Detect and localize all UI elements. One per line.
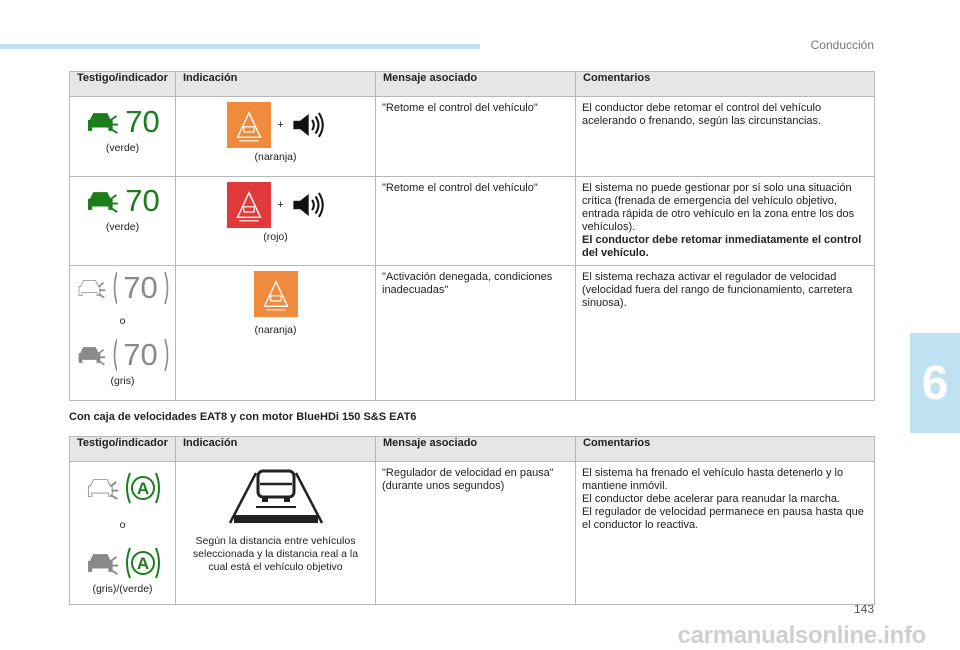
speed-value: 70 <box>125 104 160 139</box>
speed-value: 70 <box>125 183 160 218</box>
speed-bracket-right-icon <box>164 271 169 305</box>
message-cell: "Activación denegada, condiciones inadecuadas" <box>376 266 576 401</box>
speed-value: 70 <box>123 270 158 305</box>
message-cell: "Retome el control del vehículo" <box>376 177 576 266</box>
section-title: Conducción <box>810 38 874 52</box>
cruise-car-outline-icon <box>76 274 106 302</box>
plus-sign: + <box>277 118 284 131</box>
speed-value: 70 <box>123 337 158 372</box>
indicator-caption: (verde) <box>105 221 140 233</box>
col-header: Mensaje asociado <box>376 437 576 462</box>
comment-cell <box>576 177 875 266</box>
indicator-caption: (gris) <box>110 375 135 387</box>
chapter-tab: 6 <box>910 333 960 433</box>
table-row <box>70 177 875 266</box>
warning-table <box>69 71 875 401</box>
cruise-car-icon <box>85 187 119 215</box>
comment-cell: El sistema rechaza activar el regulador de velocidad (velocidad fuera del rango de funcionamiento, carretera sinuosa). <box>576 266 875 401</box>
watermark: carmanualsonline.info <box>677 622 926 649</box>
speaker-icon <box>290 191 324 219</box>
speed-bracket-left-icon <box>112 271 117 305</box>
auto-a-letter: A <box>136 554 149 573</box>
orange-warning-icon <box>227 102 271 148</box>
col-header: Comentarios <box>576 72 875 97</box>
red-warning-icon <box>227 182 271 228</box>
indicator-cell <box>70 266 176 401</box>
indicator-caption: (verde) <box>105 142 140 154</box>
indication-cell <box>176 177 376 266</box>
col-header: Mensaje asociado <box>376 72 576 97</box>
speaker-icon <box>290 111 324 139</box>
table-header-row <box>70 72 875 97</box>
cruise-car-outline-icon <box>85 474 119 502</box>
auto-a-icon <box>125 546 161 580</box>
page-number: 143 <box>853 602 874 616</box>
indication-cell <box>176 266 376 401</box>
message-cell: "Retome el control del vehículo" <box>376 97 576 177</box>
or-label: o <box>119 519 126 531</box>
table-header-row <box>70 437 875 462</box>
table-row <box>70 462 875 605</box>
col-header: Testigo/indicador <box>70 72 176 97</box>
speed-bracket-left-icon <box>112 338 117 372</box>
orange-warning-icon <box>254 271 298 317</box>
table-row <box>70 266 875 401</box>
speed-bracket-right-icon <box>164 338 169 372</box>
comment-line: El conductor debe acelerar para reanudar la marcha. <box>582 493 841 505</box>
col-header: Testigo/indicador <box>70 437 176 462</box>
auto-a-icon <box>125 471 161 505</box>
top-accent-bar <box>0 44 480 49</box>
indication-caption: (rojo) <box>263 231 288 243</box>
comment-line: El sistema ha frenado el vehículo hasta detenerlo y lo mantiene inmóvil. <box>582 467 844 492</box>
auto-a-letter: A <box>136 479 149 498</box>
vehicle-distance-icon <box>226 467 326 525</box>
cruise-car-grey-icon <box>85 549 119 577</box>
or-label: o <box>119 315 126 327</box>
cruise-car-grey-icon <box>76 341 106 369</box>
comment-bold: El conductor debe retomar inmediatamente el control del vehículo. <box>582 234 862 259</box>
indicator-cell <box>70 97 176 177</box>
cruise-car-icon <box>85 108 119 136</box>
comment-text: El sistema no puede gestionar por sí solo una situación crítica (frenada de emergencia del vehículo objetivo, entrada rápida de otro vehículo en la zona entre los dos vehículos). <box>582 182 855 233</box>
comment-cell: El conductor debe retomar el control del vehículo acelerando o frenando, según las circunstancias. <box>576 97 875 177</box>
indicator-caption: (gris)/(verde) <box>92 583 153 595</box>
message-cell: "Regulador de velocidad en pausa" (durante unos segundos) <box>376 462 576 605</box>
comment-cell <box>576 462 875 605</box>
indication-text: Según la distancia entre vehículos seleccionada y la distancia real a la cual está el vehículo objetivo <box>192 535 359 573</box>
col-header: Comentarios <box>576 437 875 462</box>
indicator-cell <box>70 462 176 605</box>
indication-cell <box>176 462 376 605</box>
indication-caption: (naranja) <box>254 324 297 336</box>
indicator-cell <box>70 177 176 266</box>
indication-cell <box>176 97 376 177</box>
table-row <box>70 97 875 177</box>
section-label: Con caja de velocidades EAT8 y con motor BlueHDi 150 S&S EAT6 <box>69 411 417 423</box>
comment-line: El regulador de velocidad permanece en pausa hasta que el conductor lo reactiva. <box>582 506 864 531</box>
plus-sign: + <box>277 198 284 211</box>
col-header: Indicación <box>176 437 376 462</box>
col-header: Indicación <box>176 72 376 97</box>
pause-table <box>69 436 875 605</box>
indication-caption: (naranja) <box>254 151 297 163</box>
